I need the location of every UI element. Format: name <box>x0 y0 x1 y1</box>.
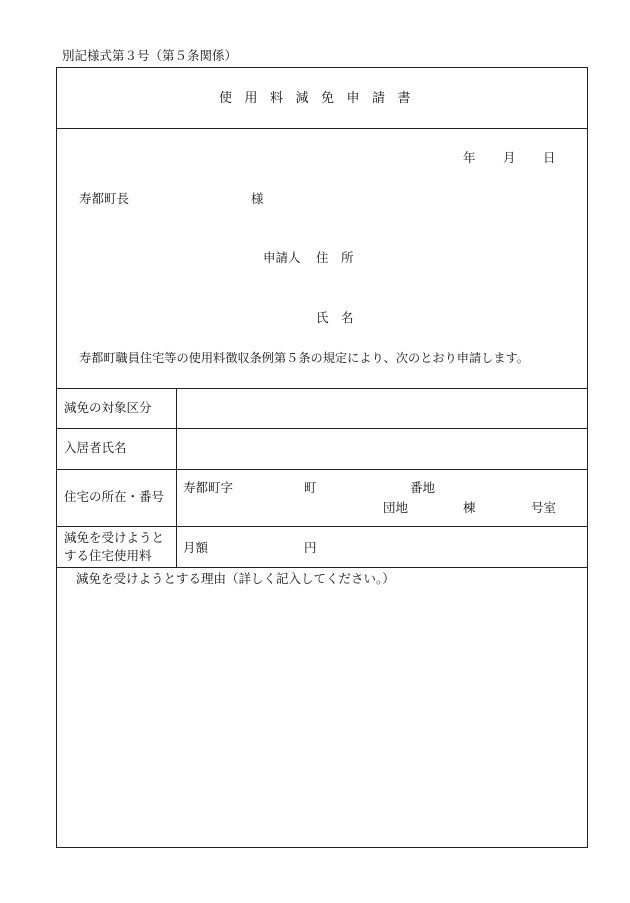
row-divider-1 <box>57 428 587 429</box>
row-divider-3 <box>57 526 587 527</box>
fee-monthly-label: 月額 <box>183 540 209 555</box>
location-mune: 棟 <box>463 500 476 515</box>
title-divider <box>57 128 587 129</box>
application-statement: 寿都町職員住宅等の使用料徴収条例第５条の規定により、次のとおり申請します。 <box>79 351 529 365</box>
applicant-name-label: 氏 名 <box>316 310 354 325</box>
resident-name-label: 入居者氏名 <box>64 440 127 455</box>
form-number-header: 別記様式第３号（第５条関係） <box>62 48 238 63</box>
addressee-honorific: 様 <box>251 191 264 206</box>
location-danchi: 団地 <box>383 500 409 515</box>
location-label: 住宅の所在・番号 <box>64 489 165 504</box>
form-title: 使用料減免申請書 <box>218 91 423 106</box>
fee-label-line1: 減免を受けようと <box>64 530 165 545</box>
category-label: 減免の対象区分 <box>64 400 152 415</box>
applicant-label: 申請人 <box>263 250 301 265</box>
date-day-label: 日 <box>543 150 556 165</box>
location-banchi: 番地 <box>410 480 436 495</box>
addressee-name: 寿都町長 <box>79 191 130 206</box>
date-year-label: 年 <box>463 150 476 165</box>
location-goshitsu: 号室 <box>531 500 557 515</box>
row-divider-4 <box>57 567 587 568</box>
fee-label-line2: する住宅使用料 <box>64 548 152 563</box>
reason-label: 減免を受けようとする理由（詳しく記入してください。） <box>76 571 395 586</box>
location-cho: 町 <box>304 480 317 495</box>
location-town-prefix: 寿都町字 <box>183 480 234 495</box>
category-value-cell[interactable] <box>178 390 586 427</box>
reason-input-area[interactable] <box>58 590 585 844</box>
applicant-address-label: 住 所 <box>316 250 354 265</box>
resident-name-value-cell[interactable] <box>178 430 586 468</box>
label-column-divider <box>176 389 177 567</box>
table-top-divider <box>57 388 587 389</box>
fee-yen-label: 円 <box>304 540 317 555</box>
row-divider-2 <box>57 469 587 470</box>
date-month-label: 月 <box>503 150 516 165</box>
